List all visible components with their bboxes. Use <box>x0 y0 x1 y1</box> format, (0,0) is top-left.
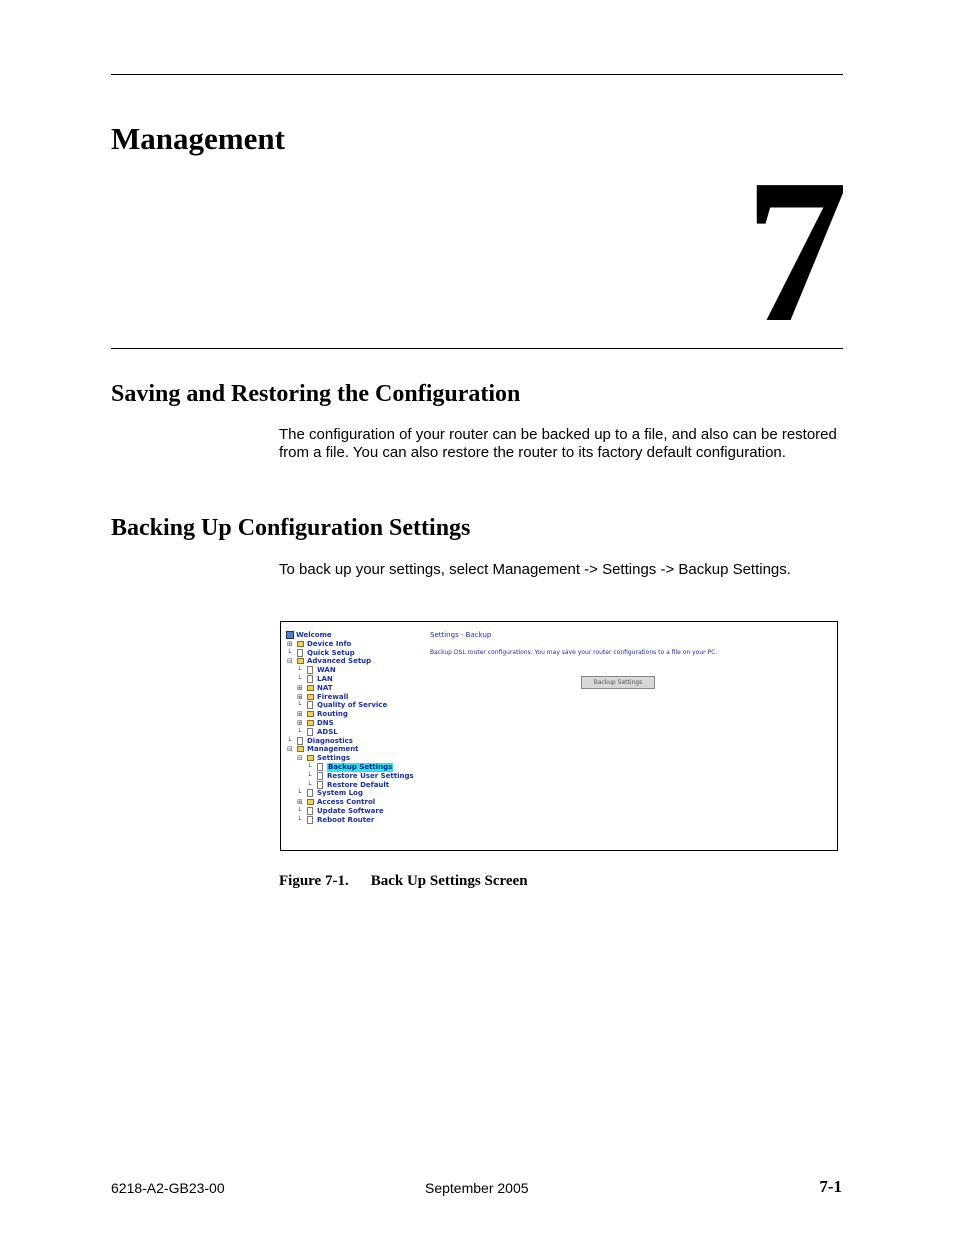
tree-item-label: Management <box>307 745 359 754</box>
tree-line-icon: └ <box>297 701 302 710</box>
tree-item-label: Restore Default <box>327 780 390 789</box>
document-icon <box>297 649 303 657</box>
tree-line-icon: └ <box>287 648 292 657</box>
tree-item-label: Update Software <box>317 807 384 815</box>
tree-item-label: Diagnostics <box>307 736 353 745</box>
document-icon <box>307 728 313 736</box>
tree-line-icon: └ <box>297 807 302 815</box>
document-icon <box>307 789 313 797</box>
backup-settings-screenshot <box>280 621 838 851</box>
folder-icon <box>307 720 314 726</box>
footer-date: September 2005 <box>425 1180 529 1196</box>
top-rule <box>111 74 843 75</box>
figure-caption-title: Back Up Settings Screen <box>370 873 528 889</box>
tree-item-label: Welcome <box>296 631 332 639</box>
tree-item-label: Restore User Settings <box>327 771 414 780</box>
panel-title: Settings - Backup <box>430 631 492 639</box>
figure-caption-number: Figure 7-1. <box>279 873 349 889</box>
expand-icon[interactable]: ⊞ <box>297 692 303 701</box>
panel-description: Backup DSL router configurations. You may save your router configurations to a file on your PC. <box>430 649 718 656</box>
tree-item-label: NAT <box>317 683 333 692</box>
section-body-backing-up: To back up your settings, select Management -> Settings -> Backup Settings. <box>279 561 791 578</box>
document-icon <box>307 666 313 674</box>
section-heading-backing-up: Backing Up Configuration Settings <box>111 515 471 541</box>
expand-icon[interactable]: ⊞ <box>297 719 303 727</box>
folder-icon <box>307 755 314 761</box>
tree-item-label: Quality of Service <box>317 701 388 710</box>
tree-line-icon: └ <box>297 789 302 798</box>
tree-line-icon: └ <box>297 815 302 824</box>
section-heading-saving: Saving and Restoring the Configuration <box>111 381 521 407</box>
tree-item-label: Device Info <box>307 639 352 648</box>
collapse-icon[interactable]: ⊟ <box>297 754 303 763</box>
tree-line-icon: └ <box>287 736 292 745</box>
tree-line-icon: └ <box>297 666 302 675</box>
figure-caption <box>279 873 528 890</box>
section-body-saving: The configuration of your router can be backed up to a file, and also can be restored from a file. You can also restore the router to its factory default configuration. <box>279 426 837 461</box>
tree-line-icon: └ <box>307 771 312 780</box>
tree-item-label: Routing <box>317 710 348 719</box>
document-icon <box>317 781 323 789</box>
document-icon <box>317 763 323 771</box>
tree-item-label: Access Control <box>317 798 376 807</box>
folder-icon <box>297 746 304 752</box>
tree-item-label: DNS <box>317 719 334 727</box>
expand-icon[interactable]: ⊞ <box>297 710 303 719</box>
footer-page-number: 7-1 <box>819 1177 842 1196</box>
collapse-icon[interactable]: ⊟ <box>287 657 293 666</box>
globe-icon <box>286 631 294 639</box>
chapter-title: Management <box>111 121 285 156</box>
tree-item-label: ADSL <box>317 727 338 736</box>
chapter-rule <box>111 348 843 349</box>
document-icon <box>307 675 313 683</box>
folder-icon <box>297 641 304 647</box>
tree-item-label: Advanced Setup <box>307 657 372 666</box>
document-icon <box>307 807 313 815</box>
folder-icon <box>307 694 314 700</box>
collapse-icon[interactable]: ⊟ <box>287 745 293 754</box>
tree-item-label: Quick Setup <box>307 648 355 657</box>
tree-line-icon: └ <box>307 763 312 771</box>
tree-item-label: Reboot Router <box>317 815 375 824</box>
tree-item-label: System Log <box>317 789 363 798</box>
tree-item-label: Backup Settings <box>328 763 393 771</box>
folder-icon <box>307 711 314 717</box>
tree-item-label: WAN <box>317 666 336 675</box>
folder-icon <box>307 685 314 691</box>
tree-item-label: LAN <box>317 675 333 683</box>
expand-icon[interactable]: ⊞ <box>287 639 293 648</box>
document-icon <box>307 701 313 709</box>
expand-icon[interactable]: ⊞ <box>297 683 303 692</box>
tree-item-label: Firewall <box>317 692 349 701</box>
tree-line-icon: └ <box>307 780 312 789</box>
document-icon <box>297 737 303 745</box>
tree-line-icon: └ <box>297 675 302 683</box>
chapter-number: 7 <box>745 136 844 365</box>
tree-line-icon: └ <box>297 727 302 736</box>
footer-doc-id: 6218-A2-GB23-00 <box>111 1180 225 1196</box>
folder-icon <box>297 658 304 664</box>
tree-item-label: Settings <box>317 754 351 763</box>
document-icon <box>317 772 323 780</box>
folder-icon <box>307 799 314 805</box>
backup-settings-button[interactable]: Backup Settings <box>581 676 655 689</box>
expand-icon[interactable]: ⊞ <box>297 798 303 807</box>
document-icon <box>307 816 313 824</box>
